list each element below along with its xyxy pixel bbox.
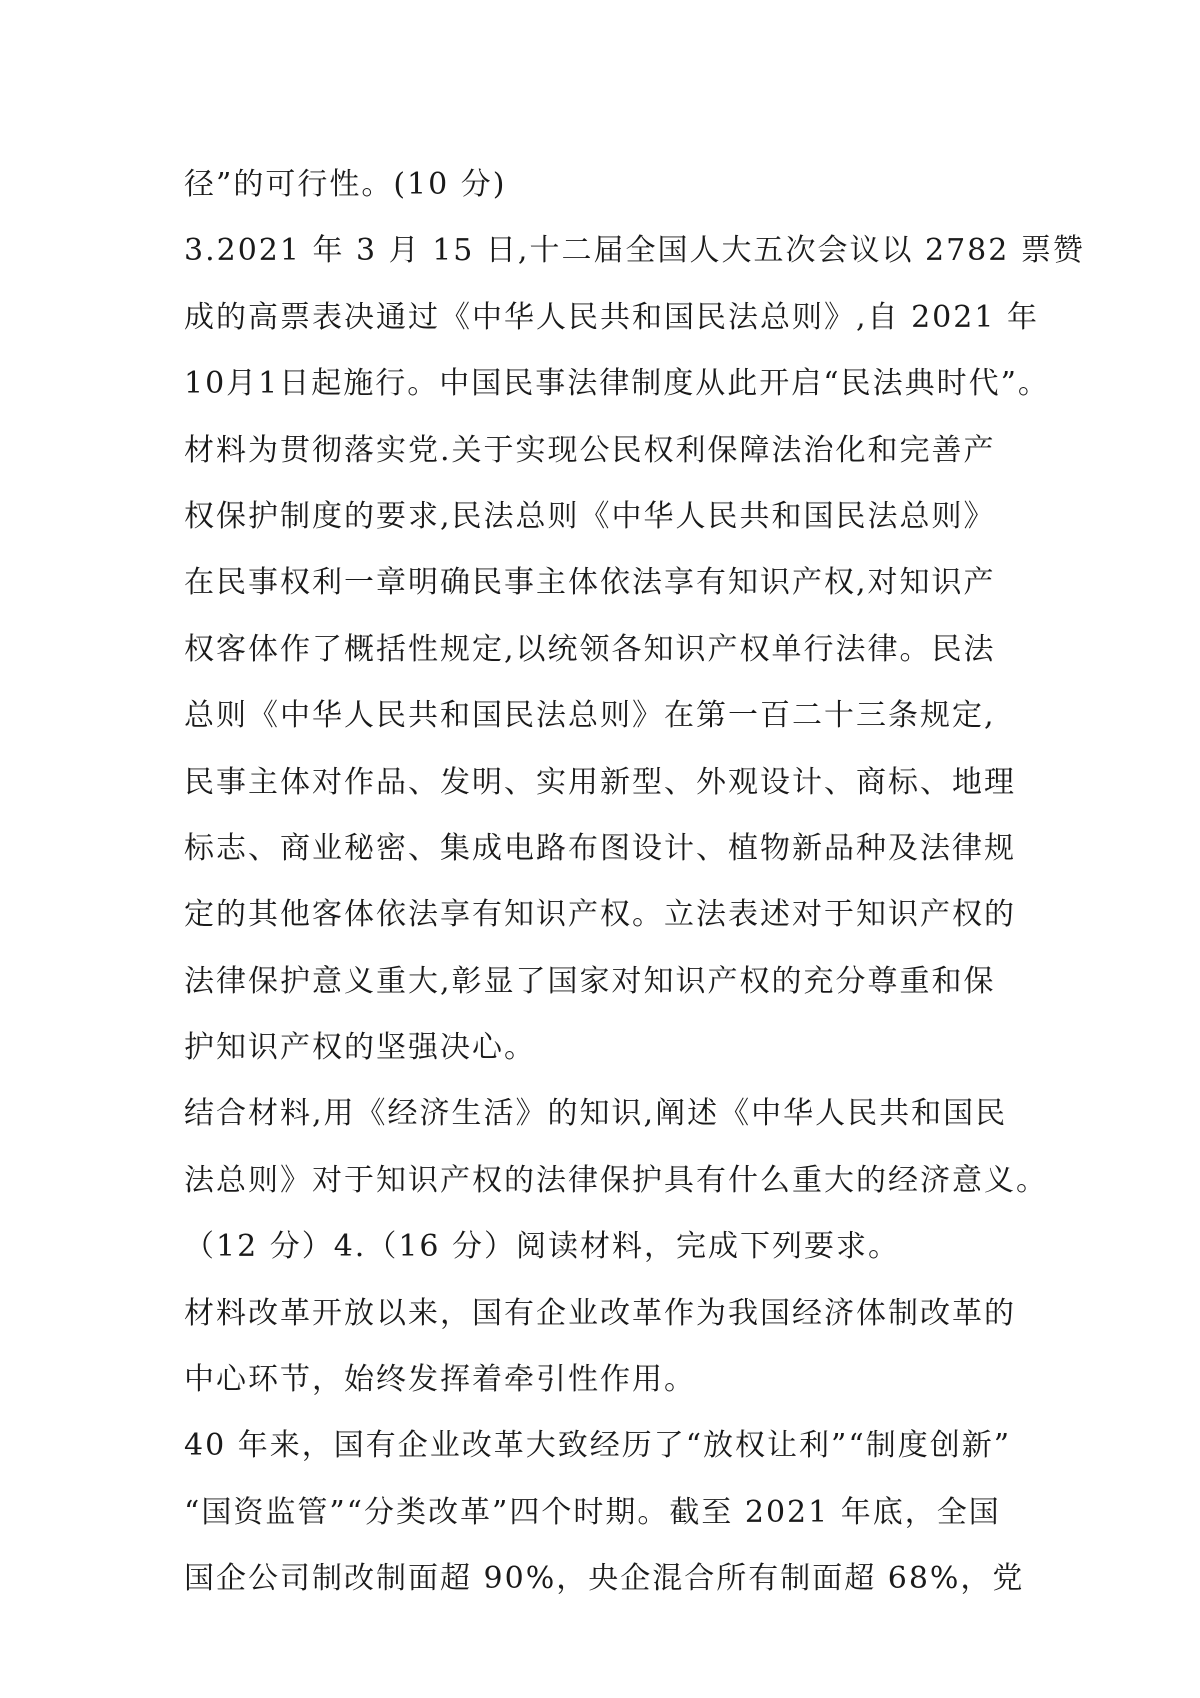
text-line: 3.2021 年 3 月 15 日,十二届全国人大五次会议以 2782 票赞 — [184, 233, 1085, 269]
text-line: 权保护制度的要求,民法总则《中华人民共和国民法总则》 — [184, 498, 996, 534]
text-line: 成的高票表决通过《中华人民共和国民法总则》,自 2021 年 — [184, 299, 1039, 335]
text-line: 材料改革开放以来，国有企业改革作为我国经济体制改革的 — [184, 1295, 1016, 1331]
text-line: 法律保护意义重大,彰显了国家对知识产权的充分尊重和保 — [184, 963, 996, 999]
text-line: 40 年来，国有企业改革大致经历了“放权让利”“制度创新” — [184, 1428, 1012, 1464]
text-line: 国企公司制改制面超 90%，央企混合所有制面超 68%，党 — [184, 1561, 1025, 1597]
text-line: 护知识产权的坚强决心。 — [184, 1030, 536, 1066]
text-line: 10月1日起施行。中国民事法律制度从此开启“民法典时代”。 — [184, 366, 1050, 402]
text-line: 民事主体对作品、发明、实用新型、外观设计、商标、地理 — [184, 764, 1016, 800]
text-line: 中心环节，始终发挥着牵引性作用。 — [184, 1362, 696, 1398]
text-line: 在民事权利一章明确民事主体依法享有知识产权,对知识产 — [184, 565, 996, 601]
text-line: 权客体作了概括性规定,以统领各知识产权单行法律。民法 — [184, 631, 996, 667]
text-line: 定的其他客体依法享有知识产权。立法表述对于知识产权的 — [184, 897, 1016, 933]
document-body — [184, 152, 1085, 1613]
text-line: 总则《中华人民共和国民法总则》在第一百二十三条规定, — [184, 698, 996, 734]
text-line: 径”的可行性。(10 分) — [184, 167, 507, 202]
text-line: （12 分）4.（16 分）阅读材料，完成下列要求。 — [184, 1229, 901, 1265]
text-line: 结合材料,用《经济生活》的知识,阐述《中华人民共和国民 — [184, 1096, 1008, 1132]
text-line: 法总则》对于知识产权的法律保护具有什么重大的经济意义。 — [184, 1162, 1048, 1198]
text-line: 材料为贯彻落实党.关于实现公民权利保障法治化和完善产 — [184, 432, 996, 468]
text-line: “国资监管”“分类改革”四个时期。截至 2021 年底，全国 — [184, 1494, 1001, 1530]
text-line: 标志、商业秘密、集成电路布图设计、植物新品种及法律规 — [184, 830, 1016, 866]
